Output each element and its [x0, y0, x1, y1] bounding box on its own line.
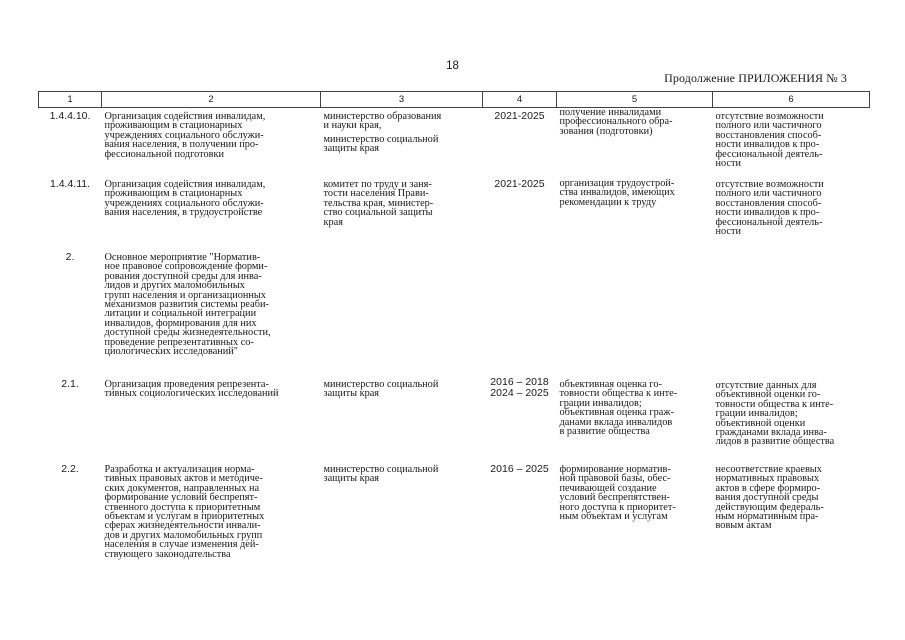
executor-cell: министерство социальной защиты края	[323, 379, 439, 400]
table-row	[39, 249, 870, 376]
result-cell: объективная оценка го- товности общества к инте- грации инвалидов; объективная оценка граж- данами вклада инвалидов в развитие общества	[559, 379, 678, 438]
executor-text: министерство образования и науки края,	[323, 111, 442, 132]
years-cell: 2016 – 2018 2024 – 2025	[490, 376, 549, 399]
executor-cell: комитет по труду и заня- тости населения Прави- тельства края, министер- ство социальной защиты края	[323, 179, 434, 228]
row-number: 2.	[65, 251, 75, 263]
column-number-header	[39, 92, 870, 108]
row-number: 1.4.4.10.	[49, 110, 91, 122]
executor-text-secondary: министерство социальной защиты края	[323, 133, 439, 155]
result-cell: формирование норматив- ной правовой базы, обес- печивающей создание условий беспрепятствен- ного доступа к приоритет- ным объектам и услугам	[559, 464, 676, 523]
table-row	[39, 176, 870, 249]
measure-cell: Организация проведения репрезента- тивных социологических исследований	[104, 379, 279, 400]
column-5-header: 5	[557, 92, 713, 108]
continuation-title: Продолжение ПРИЛОЖЕНИЯ № 3	[664, 71, 847, 85]
table-row	[39, 461, 870, 574]
consequences-cell	[713, 249, 870, 376]
column-2-header: 2	[102, 92, 321, 108]
years-cell	[483, 249, 557, 376]
consequences-cell: отсутствие возможности полного или частичного восстановления способ- ности инвалидов к про- фессиональной деятель- ности	[715, 111, 824, 170]
row-number: 1.4.4.11.	[49, 178, 91, 190]
column-1-header: 1	[39, 92, 102, 108]
page-number: 18	[446, 60, 459, 72]
result-cell: организация трудоустрой- ства инвалидов, имеющих рекомендации к труду	[559, 178, 675, 208]
consequences-cell: отсутствие возможности полного или частичного восстановления способ- ности инвалидов к про- фессиональной деятель- ности	[715, 179, 824, 238]
measure-cell: Основное мероприятие "Норматив- ное правовое сопровождение форми- рования доступной среды для инва- лидов и других маломобильных групп населения и организационных механизмов развития системы реаби- литации и социальной интеграции инвалидов, формирования для них доступной среды жизнедеятельности, проведение репрезентативных со- циологических исследований"	[104, 252, 271, 358]
executor-cell: министерство социальной защиты края	[323, 464, 439, 485]
appendix-table	[38, 91, 870, 574]
years-cell: 2021-2025	[494, 178, 545, 190]
row-number: 2.1.	[61, 378, 79, 390]
consequences-cell: отсутствие данных для объективной оценки го- товности общества к инте- грации инвалидов; объективной оценки гражданами вклада инва- лидов в развитие общества	[715, 380, 835, 448]
executor-cell	[321, 249, 483, 376]
consequences-cell: несоответствие краевых нормативных правовых актов в сфере формиро- вания доступной среды действующим федераль- ным нормативным пра- вовым актам	[715, 464, 824, 532]
measure-cell: Организация содействия инвалидам, проживающим в стационарных учреждениях социального обслужи- вания населения, в получении про- фессиональной подготовки	[104, 111, 266, 160]
column-6-header: 6	[713, 92, 870, 108]
result-cell	[557, 249, 713, 376]
column-3-header: 3	[321, 92, 483, 108]
table-row	[39, 108, 870, 177]
result-cell: получение инвалидами профессионального обра- зования (подготовки)	[559, 107, 673, 137]
years-cell: 2021-2025	[494, 110, 545, 122]
executor-cell	[321, 108, 483, 177]
measure-cell: Организация содействия инвалидам, проживающим в стационарных учреждениях социального обслужи- вания населения, в трудоустройстве	[104, 179, 266, 219]
measure-cell: Разработка и актуализация норма- тивных правовых актов и методиче- ских документов, направленных на формирование условий беспрепят- ственного доступа к приоритетным объектам и услугам в приоритетных сферах жизнедеятельности инвали- дов и других маломобильных групп населения в случае изменения дей- ствующего законодательства	[104, 464, 265, 560]
years-cell: 2016 – 2025	[490, 463, 549, 475]
column-4-header: 4	[483, 92, 557, 108]
table-row	[39, 376, 870, 461]
row-number: 2.2.	[61, 463, 79, 475]
